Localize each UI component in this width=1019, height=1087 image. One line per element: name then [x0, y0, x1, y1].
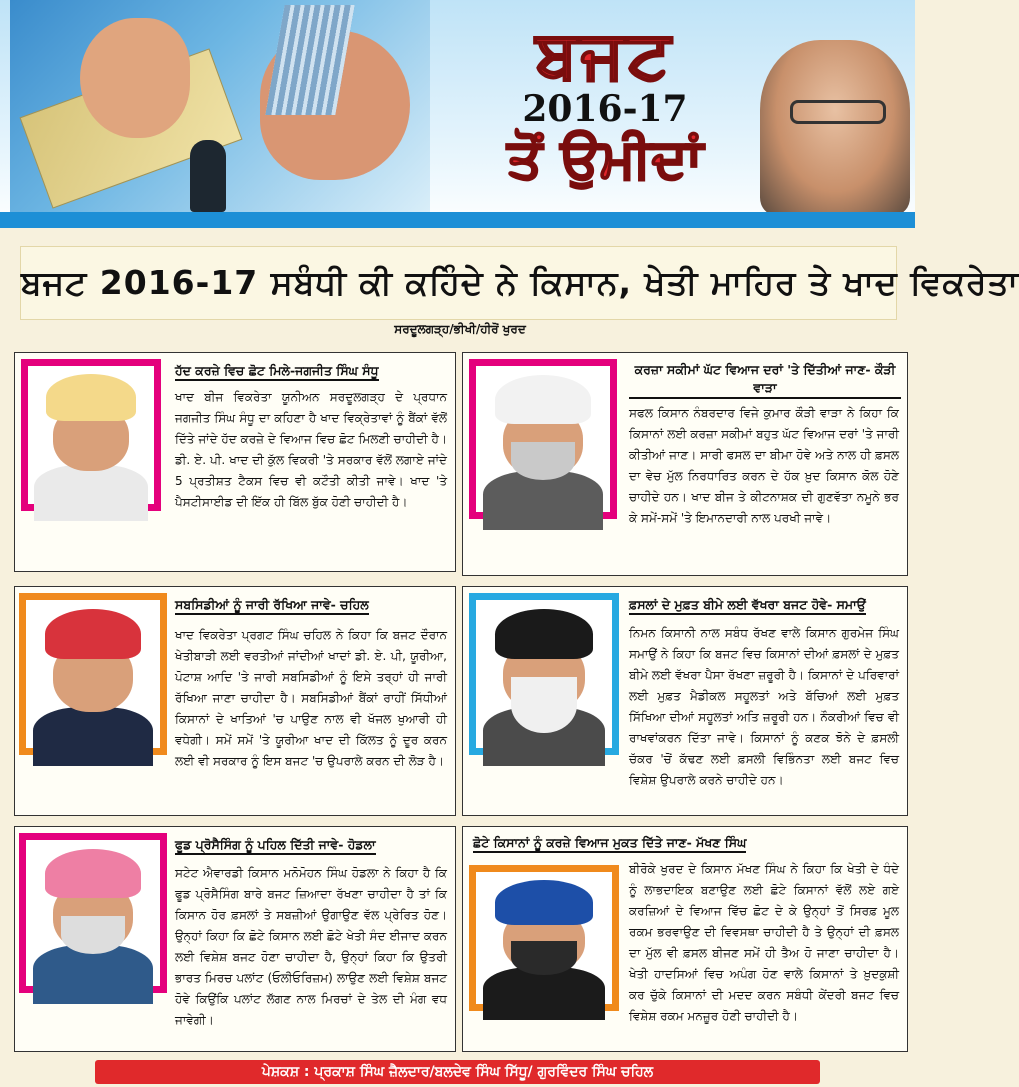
article-title: ਫ਼ਸਲਾਂ ਦੇ ਮੁਫ਼ਤ ਬੀਮੇ ਲਈ ਵੱਖਰਾ ਬਜਟ ਹੋਵੇ- ਸਮਾਉਂ — [629, 597, 866, 615]
article-title: ਕਰਜ਼ਾ ਸਕੀਮਾਂ ਘੱਟ ਵਿਆਜ ਦਰਾਂ 'ਤੇ ਦਿੱਤੀਆਂ ਜਾਣ- ਕੌੜੀ ਵਾੜਾ — [629, 361, 901, 399]
article-text: ਨਿਮਨ ਕਿਸਾਨੀ ਨਾਲ ਸਬੰਧ ਰੱਖਣ ਵਾਲੇ ਕਿਸਾਨ ਗੁਰਮੇਜ ਸਿੰਘ ਸਮਾਉਂ ਨੇ ਕਿਹਾ ਕਿ ਬਜਟ ਵਿਚ ਕਿਸਾਨਾਂ ਦੀਆਂ ਫ਼ਸਲਾਂ ਦੇ ਮੁਫ਼ਤ ਬੀਮੇ ਲਈ ਵੱਖਰਾ ਪੈਸਾ ਰੱਖਣਾ ਜ਼ਰੂਰੀ ਹੈ। ਕਿਸਾਨਾਂ ਦੇ ਪਰਿਵਾਰਾਂ ਲਈ ਮੁਫ਼ਤ ਮੈਡੀਕਲ ਸਹੂਲਤਾਂ ਅਤੇ ਬੱਚਿਆਂ ਲਈ ਮੁਫ਼ਤ ਸਿੱਖਿਆ ਦੀਆਂ ਸਹੂਲਤਾਂ ਅਤਿ ਜ਼ਰੂਰੀ ਹਨ। ਨੌਕਰੀਆਂ ਵਿਚ ਵੀ ਰਾਖਵਾਂਕਰਨ ਦਿੱਤਾ ਜਾਵੇ। ਕਿਸਾਨਾਂ ਨੂੰ ਕਣਕ ਝੋਨੇ ਦੇ ਫ਼ਸਲੀ ਚੱਕਰ 'ਚੋਂ ਕੱਢਣ ਲਈ ਫ਼ਸਲੀ ਵਿਭਿੰਨਤਾ ਲਈ ਬਜਟ ਵਿਚ ਵਿਸ਼ੇਸ਼ ਉਪਰਾਲੇ ਕਰਨੇ ਚਾਹੀਦੇ ਹਨ। — [629, 626, 899, 787]
article-title: ਸਬਸਿਡੀਆਂ ਨੂੰ ਜਾਰੀ ਰੱਖਿਆ ਜਾਵੇ- ਚਹਿਲ — [175, 597, 369, 615]
banner-photo-money-buildings — [10, 0, 430, 212]
article-card-makhan-singh — [462, 826, 908, 1052]
portrait-photo-chahal — [19, 593, 167, 755]
article-title: ਫੂਡ ਪ੍ਰੋਸੈਸਿੰਗ ਨੂੰ ਪਹਿਲ ਦਿੱਤੀ ਜਾਵੇ- ਹੋਡਲਾ — [175, 837, 376, 855]
article-title: ਛੋਟੇ ਕਿਸਾਨਾਂ ਨੂੰ ਕਰਜ਼ੇ ਵਿਆਜ ਮੁਕਤ ਦਿੱਤੇ ਜਾਣ- ਮੱਖਣ ਸਿੰਘ — [473, 835, 746, 853]
article-text: ਖਾਦ ਵਿਕਰੇਤਾ ਪ੍ਰਗਟ ਸਿੰਘ ਚਹਿਲ ਨੇ ਕਿਹਾ ਕਿ ਬਜਟ ਦੌਰਾਨ ਖੇਤੀਬਾੜੀ ਲਈ ਵਰਤੀਆਂ ਜਾਂਦੀਆਂ ਖਾਦਾਂ ਡੀ. ਏ. ਪੀ, ਯੂਰੀਆ, ਪੋਟਾਸ਼ ਆਦਿ 'ਤੇ ਜਾਰੀ ਸਬਸਿਡੀਆਂ ਨੂੰ ਇਸੇ ਤਰ੍ਹਾਂ ਹੀ ਜਾਰੀ ਰੱਖਿਆ ਜਾਣਾ ਚਾਹੀਦਾ ਹੈ। ਸਬਸਿਡੀਆਂ ਬੈਂਕਾਂ ਰਾਹੀਂ ਸਿੱਧੀਆਂ ਕਿਸਾਨਾਂ ਦੇ ਖਾਤਿਆਂ 'ਚ ਪਾਉਣ ਨਾਲ ਵੀ ਖੱਜਲ ਖੁਆਰੀ ਹੀ ਵਧੇਗੀ। ਸਮੇਂ ਸਮੇਂ 'ਤੇ ਯੂਰੀਆ ਖਾਦ ਦੀ ਕਿੱਲਤ ਨੂੰ ਦੂਰ ਕਰਨ ਲਈ ਵੀ ਸਰਕਾਰ ਨੂੰ ਇਸ ਬਜਟ 'ਚ ਉਪਰਾਲੇ ਕਰਨ ਦੀ ਲੋੜ ਹੈ। — [175, 628, 447, 768]
portrait-photo-makhan-singh — [469, 865, 619, 1011]
portrait-photo-kaudi-wara — [469, 359, 617, 519]
article-card-samaon — [462, 586, 908, 816]
portrait-photo-samaon — [469, 593, 619, 755]
article-text: ਸਫਲ ਕਿਸਾਨ ਨੰਬਰਦਾਰ ਵਿਜੇ ਕੁਮਾਰ ਕੌੜੀ ਵਾੜਾ ਨੇ ਕਿਹਾ ਕਿ ਕਿਸਾਨਾਂ ਲਈ ਕਰਜ਼ਾ ਸਕੀਮਾਂ ਬਹੁਤ ਘੱਟ ਵਿਆਜ ਦਰਾਂ 'ਤੇ ਜਾਰੀ ਕੀਤੀਆਂ ਜਾਣ। ਸਾਰੀ ਫਸਲ ਦਾ ਬੀਮਾ ਹੋਵੇ ਅਤੇ ਨਾਲ ਹੀ ਫ਼ਸਲ ਦਾ ਵੇਚ ਮੁੱਲ ਨਿਰਧਾਰਿਤ ਕਰਨ ਦੇ ਹੱਕ ਖ਼ੁਦ ਕਿਸਾਨ ਕੋਲ ਹੋਣੇ ਚਾਹੀਦੇ ਹਨ। ਖਾਦ ਬੀਜ ਤੇ ਕੀਟਨਾਸ਼ਕ ਦੀ ਗੁਣਵੱਤਾ ਨਮੂਨੇ ਭਰ ਕੇ ਸਮੇਂ-ਸਮੇਂ 'ਤੇ ਇਮਾਨਦਾਰੀ ਨਾਲ ਪਰਖੀ ਜਾਵੇ। — [629, 406, 899, 525]
banner-divider — [0, 212, 915, 228]
hand-image — [80, 18, 190, 138]
banner — [0, 0, 915, 228]
page-headline: ਬਜਟ 2016-17 ਸਬੰਧੀ ਕੀ ਕਹਿੰਦੇ ਨੇ ਕਿਸਾਨ, ਖੇਤੀ ਮਾਹਿਰ ਤੇ ਖਾਦ ਵਿਕਰੇਤਾ — [20, 246, 897, 320]
portrait-photo-hodla — [19, 833, 167, 993]
businessman-silhouette-image — [190, 140, 226, 212]
article-text: ਸਟੇਟ ਐਵਾਰਡੀ ਕਿਸਾਨ ਮਨੋਮੋਹਨ ਸਿੰਘ ਹੋਡਲਾ ਨੇ ਕਿਹਾ ਹੈ ਕਿ ਫੂਡ ਪ੍ਰੋਸੈਸਿੰਗ ਬਾਰੇ ਬਜਟ ਜ਼ਿਆਦਾ ਰੱਖਣਾ ਚਾਹੀਦਾ ਹੈ ਤਾਂ ਕਿ ਕਿਸਾਨ ਹੋਰ ਫ਼ਸਲਾਂ ਤੇ ਸਬਜ਼ੀਆਂ ਉਗਾਉਣ ਵੱਲ ਪ੍ਰੇਰਿਤ ਹੋਣ। ਉਨ੍ਹਾਂ ਕਿਹਾ ਕਿ ਛੋਟੇ ਕਿਸਾਨ ਲਈ ਛੋਟੇ ਖੇਤੀ ਸੰਦ ਈਜਾਦ ਕਰਨ ਲਈ ਵਿਸ਼ੇਸ਼ ਬਜਟ ਹੋਣਾ ਚਾਹੀਦਾ ਹੈ, ਉਨ੍ਹਾਂ ਕਿਹਾ ਕਿ ਉਤਰੀ ਭਾਰਤ ਮਿਰਚ ਪਲਾਂਟ (ਓਲੀਓਰਿਜ਼ਮ) ਲਾਉਣ ਲਈ ਵਿਸ਼ੇਸ਼ ਬਜਟ ਹੋਵੇ ਕਿਉਂਕਿ ਪਲਾਂਟ ਲੱਗਣ ਨਾਲ ਮਿਰਚਾਂ ਦੇ ਤੇਲ ਦੀ ਮੰਗ ਵਧ ਜਾਵੇਗੀ। — [175, 866, 447, 1027]
article-card-chahal — [14, 586, 456, 816]
article-title: ਹੱਦ ਕਰਜ਼ੇ ਵਿਚ ਛੋਟ ਮਿਲੇ-ਜਗਜੀਤ ਸਿੰਘ ਸੰਧੂ — [175, 363, 379, 381]
banner-expectations-word: ਤੋਂ ਉਮੀਦਾਂ — [507, 126, 703, 190]
dateline: ਸਰਦੂਲਗੜ੍ਹ/ਭੀਖੀ/ਹੀਰੋਂ ਖੁਰਦ — [394, 322, 526, 336]
article-text: ਬੀਰੋਕੇ ਖੁਰਦ ਦੇ ਕਿਸਾਨ ਮੱਖਣ ਸਿੰਘ ਨੇ ਕਿਹਾ ਕਿ ਖੇਤੀ ਦੇ ਧੰਦੇ ਨੂੰ ਲਾਭਦਾਇਕ ਬਣਾਉਣ ਲਈ ਛੋਟੇ ਕਿਸਾਨਾਂ ਵੱਲੋਂ ਲਏ ਗਏ ਕਰਜ਼ਿਆਂ ਦੇ ਵਿਆਜ ਵਿੱਚ ਛੋਟ ਦੇ ਕੇ ਉਨ੍ਹਾਂ ਤੋਂ ਸਿਰਫ਼ ਮੂਲ ਰਕਮ ਭਰਵਾਉਣ ਦੀ ਵਿਵਸਥਾ ਚਾਹੀਦੀ ਹੈ ਤੇ ਉਨ੍ਹਾਂ ਦੀ ਫ਼ਸਲ ਦਾ ਮੁੱਲ ਵੀ ਫ਼ਸਲ ਬੀਜਣ ਸਮੇਂ ਹੀ ਤੈਅ ਹੋ ਜਾਣਾ ਚਾਹੀਦਾ ਹੈ। ਖੇਤੀ ਹਾਦਸਿਆਂ ਵਿਚ ਅਪੰਗ ਹੋਣ ਵਾਲੇ ਕਿਸਾਨਾਂ ਤੇ ਖ਼ੁਦਕੁਸ਼ੀ ਕਰ ਚੁੱਕੇ ਕਿਸਾਨਾਂ ਦੀ ਮਦਦ ਕਰਨ ਸਬੰਧੀ ਕੇਂਦਰੀ ਬਜਟ ਵਿਚ ਵਿਸ਼ੇਸ਼ ਰਕਮ ਮਨਜ਼ੂਰ ਹੋਣੀ ਚਾਹੀਦੀ ਹੈ। — [629, 862, 899, 1023]
banner-budget-word: ਬਜਟ — [535, 15, 675, 93]
glasses-shape — [790, 100, 886, 124]
article-text-part: ਖਾਦ ਬੀਜ ਵਿਕਰੇਤਾ ਯੂਨੀਅਨ ਸਰਦੂਲਗੜ੍ਹ ਦੇ ਪ੍ਰਧਾਨ ਜਗਜੀਤ ਸਿੰਘ ਸੰਧੂ ਦਾ ਕਹਿਣਾ ਹੈ ਖਾਦ ਵਿਕ੍ਰੇਤਾਵਾਂ ਨੂੰ ਬੈਂਕਾਂ ਵੱਲੋਂ ਦਿੱਤੇ ਜਾਂਦੇ ਹੱਦ ਕਰਜ਼ੇ ਦੇ ਵਿਆਜ ਵਿਚ ਛੋਟ ਮਿਲਣੀ ਚਾਹੀਦੀ ਹੈ। ਡੀ. ਏ. ਪੀ. ਖਾਦ ਦੀ ਕੁੱਲ ਵਿਕਰੀ 'ਤੇ ਸਰਕਾਰ ਵੱਲੋਂ ਲਗਾਏ ਜਾਂਦੇ 5 ਪ੍ਰਤੀਸ਼ਤ ਟੈਕਸ ਵਿਚ ਵੀ ਕਟੌਤੀ ਕੀਤੀ ਜਾਵੇ। ਖਾਦ 'ਤੇ ਪੈਸਟੀਸਾਈਡ ਦੀ ਇੱਕ ਹੀ ਬਿੱਲ ਬੁੱਕ ਹੋਣੀ ਚਾਹੀਦੀ ਹੈ। — [175, 390, 447, 509]
footer-credits: ਪੇਸ਼ਕਸ਼ : ਪ੍ਰਕਾਸ਼ ਸਿੰਘ ਜ਼ੈਲਦਾਰ/ਬਲਦੇਵ ਸਿੰਘ ਸਿੱਧੂ/ ਗੁਰਵਿੰਦਰ ਸਿੰਘ ਚਹਿਲ — [95, 1060, 820, 1084]
banner-year: 2016-17 — [522, 88, 688, 130]
article-card-kaudi-wara — [462, 352, 908, 576]
finance-minister-photo — [760, 40, 910, 215]
article-card-hodla — [14, 826, 456, 1052]
article-card-sandhu — [14, 352, 456, 572]
portrait-photo-sandhu — [21, 359, 161, 511]
